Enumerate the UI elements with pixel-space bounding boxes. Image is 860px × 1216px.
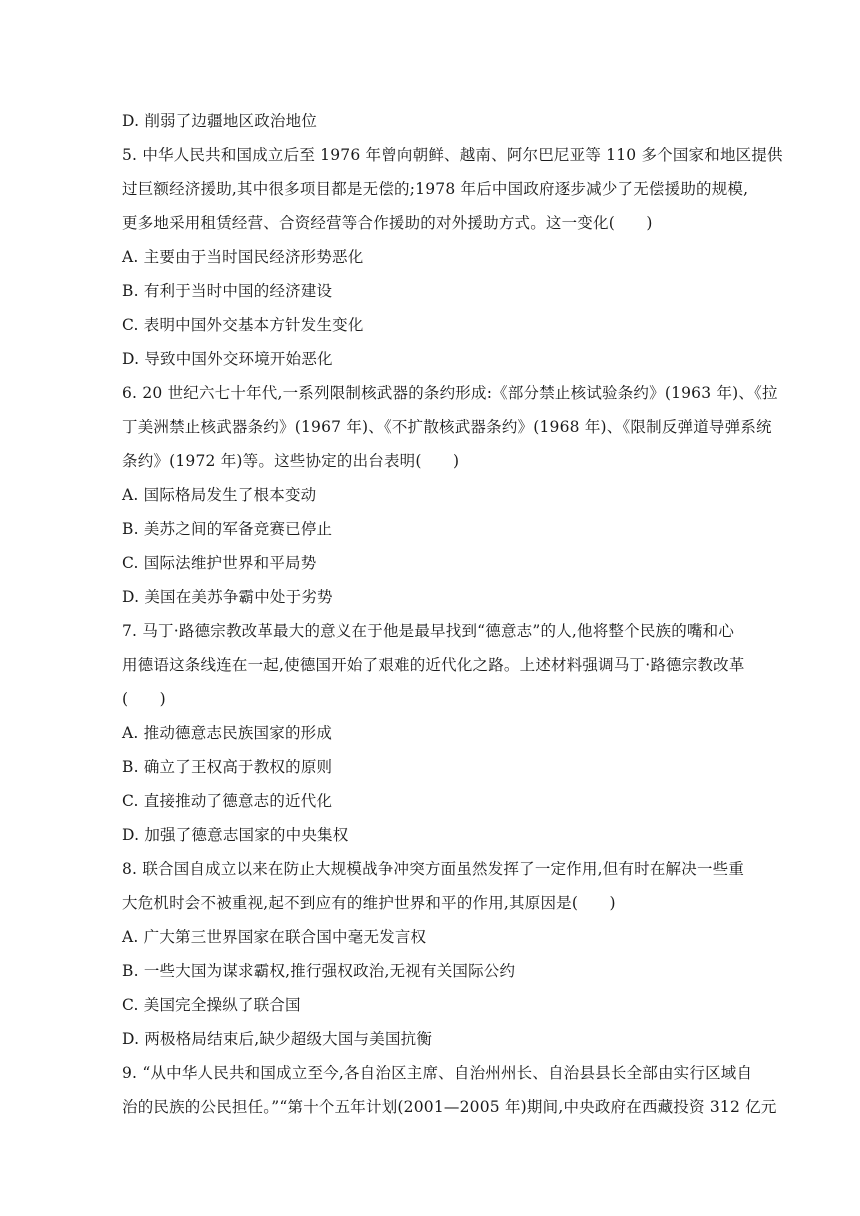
text-line: 用德语这条线连在一起,使德国开始了艰难的近代化之路。上述材料强调马丁·路德宗教改革 [122, 656, 745, 674]
text-line: 过巨额经济援助,其中很多项目都是无偿的;1978 年后中国政府逐步减少了无偿援助的规模, [122, 180, 749, 198]
text-line: 条约》(1972 年)等。这些协定的出台表明( ) [122, 452, 460, 470]
text-line: 5. 中华人民共和国成立后至 1976 年曾向朝鲜、越南、阿尔巴尼亚等 110 多个国家和地区提供 [122, 146, 783, 164]
text-line: A. 国际格局发生了根本变动 [122, 486, 317, 504]
text-line: C. 美国完全操纵了联合国 [122, 996, 301, 1014]
text-line: B. 美苏之间的军备竞赛已停止 [122, 520, 333, 538]
text-line: 7. 马丁·路德宗教改革最大的意义在于他是最早找到“德意志”的人,他将整个民族的嘴和心 [122, 622, 735, 640]
text-line: D. 加强了德意志国家的中央集权 [122, 826, 349, 844]
text-line: 8. 联合国自成立以来在防止大规模战争冲突方面虽然发挥了一定作用,但有时在解决一些重 [122, 860, 745, 878]
text-line: 更多地采用租赁经营、合资经营等合作援助的对外援助方式。这一变化( ) [122, 214, 653, 232]
text-line: 6. 20 世纪六七十年代,一系列限制核武器的条约形成:《部分禁止核试验条约》(1963 年)、《拉 [122, 384, 778, 402]
text-line: 9. “从中华人民共和国成立至今,各自治区主席、自治州州长、自治县县长全部由实行区域自 [122, 1064, 753, 1082]
text-line: D. 削弱了边疆地区政治地位 [122, 112, 318, 130]
text-line: D. 两极格局结束后,缺少超级大国与美国抗衡 [122, 1030, 433, 1048]
text-line: C. 表明中国外交基本方针发生变化 [122, 316, 364, 334]
text-line: A. 推动德意志民族国家的形成 [122, 724, 333, 742]
text-line: 丁美洲禁止核武器条约》(1967 年)、《不扩散核武器条约》(1968 年)、《限制反弹道导弹系统 [122, 418, 772, 436]
text-line: ( ) [122, 690, 166, 708]
text-line: C. 国际法维护世界和平局势 [122, 554, 317, 572]
text-line: D. 美国在美苏争霸中处于劣势 [122, 588, 333, 606]
text-line: D. 导致中国外交环境开始恶化 [122, 350, 333, 368]
text-line: A. 广大第三世界国家在联合国中毫无发言权 [122, 928, 427, 946]
text-line: C. 直接推动了德意志的近代化 [122, 792, 333, 810]
question-text [122, 104, 783, 1124]
text-line: B. 有利于当时中国的经济建设 [122, 282, 333, 300]
text-line: B. 确立了王权高于教权的原则 [122, 758, 333, 776]
text-line: 治的民族的公民担任。”“第十个五年计划(2001—2005 年)期间,中央政府在西藏投资 312 亿元 [122, 1098, 777, 1116]
text-line: 大危机时会不被重视,起不到应有的维护世界和平的作用,其原因是( ) [122, 894, 616, 912]
text-line: B. 一些大国为谋求霸权,推行强权政治,无视有关国际公约 [122, 962, 516, 980]
text-line: A. 主要由于当时国民经济形势恶化 [122, 248, 364, 266]
